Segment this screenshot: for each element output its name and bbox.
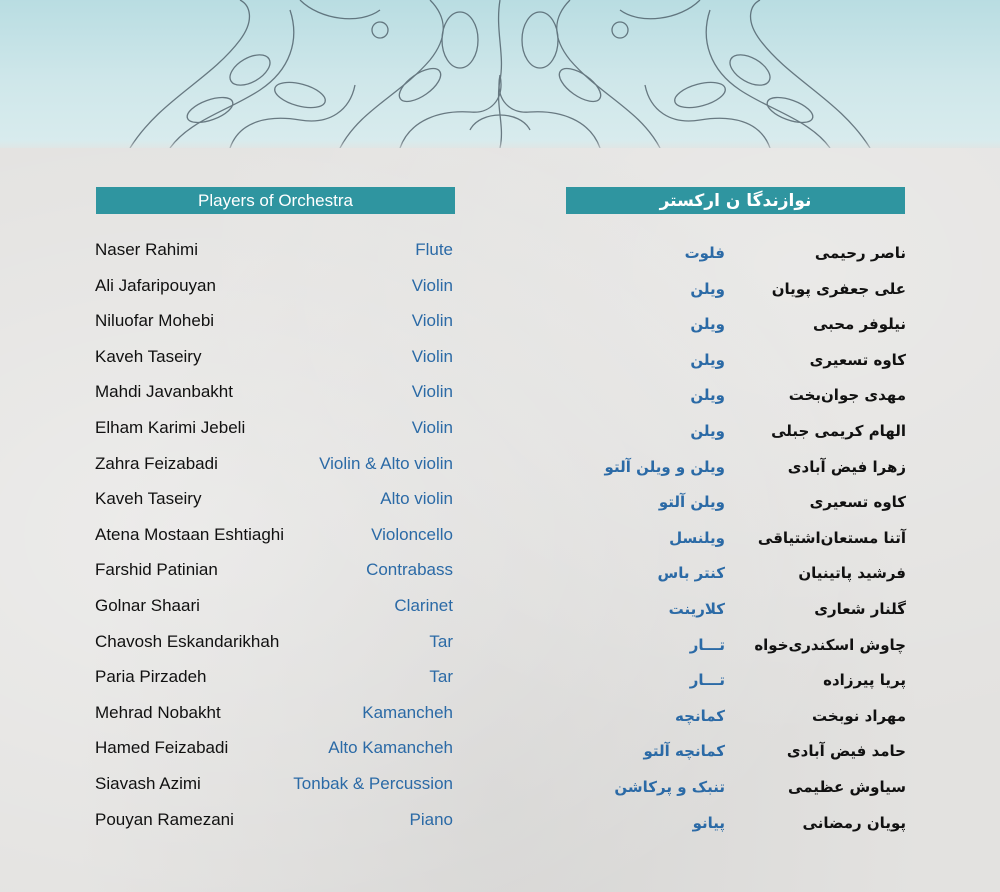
persian-player-instrument: تـــار bbox=[689, 671, 725, 689]
persian-player-instrument: فلوت bbox=[684, 244, 725, 262]
english-player-name: Pouyan Ramezani bbox=[95, 810, 234, 829]
persian-player-instrument: کلارینت bbox=[668, 600, 725, 618]
english-player-instrument: Tar bbox=[429, 667, 453, 686]
persian-player-name: آتنا مستعان‌اشتیاقی bbox=[757, 529, 906, 547]
persian-player-instrument: کمانچه آلتو bbox=[643, 742, 725, 760]
persian-player-instrument: تـــار bbox=[689, 636, 725, 654]
persian-player-name: گلنار شعاری bbox=[814, 600, 906, 618]
persian-player-instrument: ویلن bbox=[690, 315, 725, 333]
english-player-instrument: Violin bbox=[411, 311, 453, 330]
english-player-instrument: Violin bbox=[411, 276, 453, 295]
persian-player-instrument: تنبک و پرکاشن bbox=[614, 778, 725, 796]
persian-player-name: زهرا فیض آبادی bbox=[787, 458, 906, 476]
persian-player-instrument: ویلن bbox=[690, 280, 725, 298]
english-player-instrument: Alto Kamancheh bbox=[328, 738, 453, 757]
english-player-instrument: Kamancheh bbox=[362, 703, 453, 722]
persian-player-instrument: ویلن bbox=[690, 351, 725, 369]
english-player-name: Paria Pirzadeh bbox=[95, 667, 207, 686]
persian-player-name: کاوه تسعیری bbox=[809, 351, 906, 369]
english-player-instrument: Violin & Alto violin bbox=[319, 454, 453, 473]
english-title: Players of Orchestra bbox=[198, 190, 353, 210]
persian-player-name: پویان رمضانی bbox=[802, 814, 906, 832]
persian-player-instrument: ویلن bbox=[690, 386, 725, 404]
english-player-name: Niluofar Mohebi bbox=[95, 311, 215, 330]
english-player-instrument: Violin bbox=[411, 382, 453, 401]
english-player-instrument: Flute bbox=[415, 240, 453, 259]
english-player-instrument: Alto violin bbox=[380, 489, 453, 508]
persian-player-name: فرشید پاتینیان bbox=[798, 564, 906, 582]
persian-player-instrument: ویلن و ویلن آلتو bbox=[604, 458, 725, 476]
english-player-name: Kaveh Taseiry bbox=[95, 347, 202, 366]
persian-player-instrument: ویلن آلتو bbox=[658, 493, 725, 511]
english-player-instrument: Contrabass bbox=[366, 560, 453, 579]
persian-player-name: چاوش اسکندری‌خواه bbox=[754, 636, 906, 654]
persian-player-name: پریا پیرزاده bbox=[823, 671, 906, 689]
floral-ornament bbox=[0, 0, 1000, 148]
english-player-instrument: Piano bbox=[409, 810, 453, 829]
english-player-name: Siavash Azimi bbox=[95, 774, 201, 793]
english-player-instrument: Violin bbox=[411, 347, 453, 366]
persian-player-name: الهام کریمی جبلی bbox=[771, 422, 906, 440]
persian-player-instrument: پیانو bbox=[692, 814, 725, 832]
persian-player-name: سیاوش عظیمی bbox=[788, 778, 906, 796]
english-player-instrument: Violoncello bbox=[371, 525, 453, 544]
persian-player-instrument: ویلنسل bbox=[669, 529, 725, 547]
english-player-instrument: Clarinet bbox=[394, 596, 453, 615]
persian-player-instrument: کمانچه bbox=[675, 707, 725, 725]
english-player-name: Zahra Feizabadi bbox=[95, 454, 218, 473]
english-header-bar bbox=[96, 187, 455, 214]
english-player-name: Mahdi Javanbakht bbox=[95, 382, 233, 401]
english-player-name: Mehrad Nobakht bbox=[95, 703, 221, 722]
english-player-instrument: Tonbak & Percussion bbox=[293, 774, 453, 793]
english-player-name: Chavosh Eskandarikhah bbox=[95, 632, 280, 651]
persian-player-name: کاوه تسعیری bbox=[809, 493, 906, 511]
english-player-name: Hamed Feizabadi bbox=[95, 738, 229, 757]
english-player-name: Ali Jafaripouyan bbox=[95, 276, 216, 295]
persian-player-instrument: کنتر باس bbox=[657, 564, 725, 582]
english-player-name: Elham Karimi Jebeli bbox=[95, 418, 246, 437]
persian-player-name: مهدی جوان‌بخت bbox=[788, 386, 906, 404]
english-player-name: Golnar Shaari bbox=[95, 596, 200, 615]
english-player-instrument: Violin bbox=[411, 418, 453, 437]
decorative-banner bbox=[0, 0, 1000, 148]
persian-title: نوازندگا ن ارکستر bbox=[659, 190, 812, 211]
persian-player-name: ناصر رحیمی bbox=[814, 244, 906, 262]
english-player-name: Atena Mostaan Eshtiaghi bbox=[95, 525, 285, 544]
english-player-name: Farshid Patinian bbox=[95, 560, 218, 579]
english-player-name: Naser Rahimi bbox=[95, 240, 198, 259]
persian-player-instrument: ویلن bbox=[690, 422, 725, 440]
persian-player-name: مهراد نوبخت bbox=[812, 707, 906, 725]
persian-player-name: حامد فیض آبادی bbox=[786, 742, 906, 760]
persian-player-name: علی جعفری پویان bbox=[771, 280, 906, 298]
english-player-instrument: Tar bbox=[429, 632, 453, 651]
persian-header-bar bbox=[566, 187, 905, 214]
persian-player-name: نیلوفر محبی bbox=[812, 315, 906, 333]
english-player-name: Kaveh Taseiry bbox=[95, 489, 202, 508]
